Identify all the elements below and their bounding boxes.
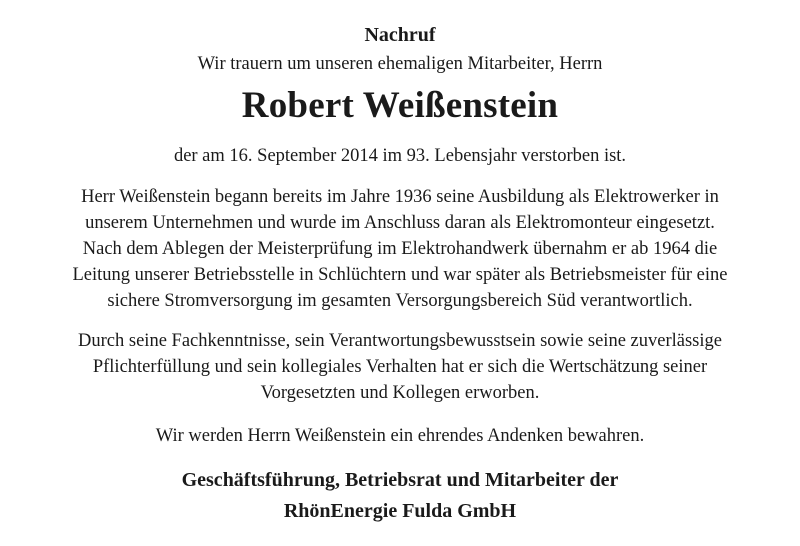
closing-line: Wir werden Herrn Weißenstein ein ehrendes Andenken bewahren. xyxy=(155,426,645,446)
career-paragraph xyxy=(40,184,760,314)
deceased-name: Robert Weißenstein xyxy=(241,85,559,126)
paragraph-line: unserem Unternehmen und wurde im Anschluss daran als Elektromonteur eingesetzt. xyxy=(85,213,715,233)
signature-line: Geschäftsführung, Betriebsrat und Mitarbeiter der xyxy=(181,469,619,491)
paragraph-line: Pflichterfüllung und sein kollegiales Verhalten hat er sich die Wertschätzung seiner xyxy=(92,357,708,377)
paragraph-line: Durch seine Fachkenntnisse, sein Verantwortungsbewusstsein sowie seine zuverlässige xyxy=(78,331,722,351)
death-date-line: der am 16. September 2014 im 93. Lebensjahr verstorben ist. xyxy=(173,146,627,166)
paragraph-line: Nach dem Ablegen der Meisterprüfung im Elektrohandwerk übernahm er ab 1964 die xyxy=(82,239,718,259)
paragraph-line: Leitung unserer Betriebsstelle in Schlüchtern und war später als Betriebsmeister für eine xyxy=(72,265,728,285)
notice-heading: Nachruf xyxy=(364,24,436,46)
paragraph-line: Herr Weißenstein begann bereits im Jahre 1936 seine Ausbildung als Elektrowerker in xyxy=(81,187,719,207)
paragraph-line: sichere Stromversorgung im gesamten Versorgungsbereich Süd verantwortlich. xyxy=(107,291,693,311)
paragraph-line: Vorgesetzten und Kollegen erworben. xyxy=(260,383,540,403)
tribute-paragraph xyxy=(40,328,760,406)
signature-block xyxy=(0,465,800,527)
intro-line: Wir trauern um unseren ehemaligen Mitarbeiter, Herrn xyxy=(197,54,603,74)
company-name: RhönEnergie Fulda GmbH xyxy=(283,500,517,522)
